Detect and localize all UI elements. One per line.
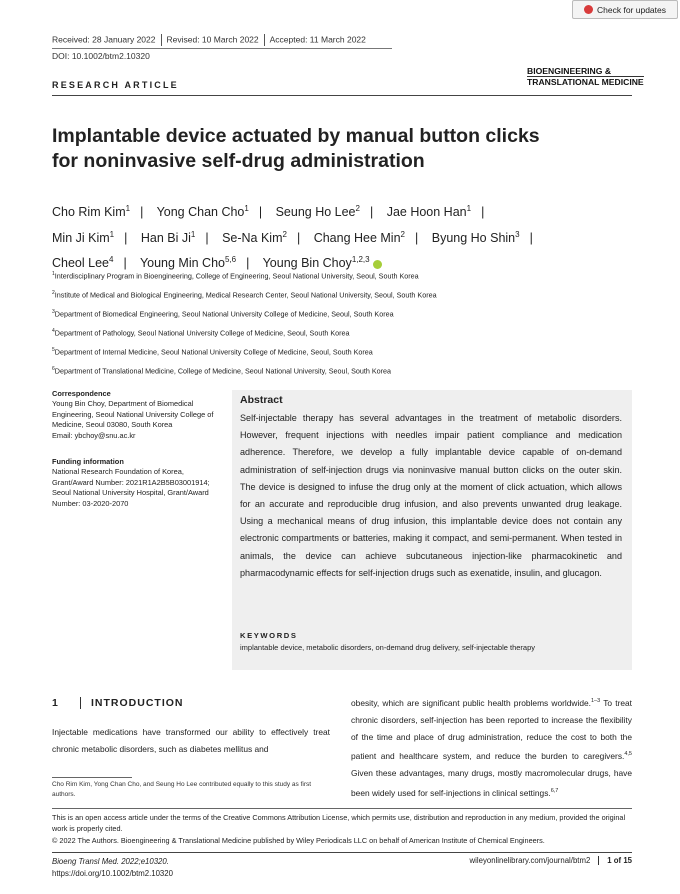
revised-date: Revised: 10 March 2022 xyxy=(166,34,259,45)
citation-ref[interactable]: 4,5 xyxy=(624,751,632,758)
keywords-heading: KEYWORDS xyxy=(240,631,298,640)
correspondence-heading: Correspondence xyxy=(52,389,111,398)
article-type: RESEARCH ARTICLE xyxy=(52,80,179,90)
check-for-updates-label: Check for updates xyxy=(597,4,666,15)
journal-url[interactable]: wileyonlinelibrary.com/journal/btm2 xyxy=(469,856,591,865)
author[interactable]: Byung Ho Shin$^3$ xyxy=(431,229,520,245)
affiliation: $^4$Department of Pathology, Seoul National University College of Medicine, Seoul, South Korea xyxy=(52,327,350,338)
author[interactable]: Chang Hee Min$^2$ xyxy=(313,229,405,245)
funding-information xyxy=(52,457,217,509)
title-line: for noninvasive self-drug administration xyxy=(52,150,425,172)
received-date: Received: 28 January 2022 xyxy=(52,34,156,45)
keywords-text: implantable device, metabolic disorders, on-demand drug delivery, self-injectable therapy xyxy=(240,643,536,652)
citation-ref[interactable]: 6,7 xyxy=(550,787,559,794)
author[interactable]: Seung Ho Lee$^2$ xyxy=(275,204,360,220)
divider xyxy=(52,48,392,49)
license-text: This is an open access article under the terms of the Creative Commons Attribution License, which permits use, distribution and reproduction in any medium, provided the original work is properly cited. xyxy=(52,813,626,834)
divider xyxy=(52,852,632,853)
page-number: 1 of 15 xyxy=(598,856,632,865)
journal-name-line1: BIOENGINEERING & xyxy=(527,66,612,76)
author[interactable]: Cho Rim Kim$^1$ xyxy=(52,204,131,220)
footer-right xyxy=(470,856,632,865)
doi-link[interactable]: https://doi.org/10.1002/btm2.10320 xyxy=(52,868,173,878)
author-row: Cheol Lee$^4$ | Young Min Cho$^{5,6}$ | Young Bin Choy$^{1,2,3}$ xyxy=(52,249,642,275)
author[interactable]: Cheol Lee$^4$ xyxy=(52,255,114,271)
article-title xyxy=(52,124,612,174)
funding-heading: Funding information xyxy=(52,457,124,466)
affiliation: $^5$Department of Internal Medicine, Seoul National University College of Medicine, Seoul, South Korea xyxy=(52,346,373,357)
check-for-updates-button[interactable] xyxy=(572,0,678,19)
crossmark-icon xyxy=(584,5,593,14)
divider xyxy=(52,808,632,809)
footer-citation xyxy=(52,856,173,879)
license xyxy=(52,812,642,846)
correspondence-email[interactable]: Email: ybchoy@snu.ac.kr xyxy=(52,430,136,440)
author[interactable]: Se-Na Kim$^2$ xyxy=(222,229,287,245)
section-heading xyxy=(52,697,184,709)
intro-column-1: Injectable medications have transformed our ability to effectively treat chronic metabolic disorders, such as diabetes mellitus and xyxy=(52,727,330,755)
doi[interactable]: DOI: 10.1002/btm2.10320 xyxy=(52,51,150,61)
accepted-date: Accepted: 11 March 2022 xyxy=(269,34,366,45)
affiliation: $^6$Department of Translational Medicine, College of Medicine, Seoul National University, Seoul, South Korea xyxy=(52,365,392,376)
affiliation: $^1$Interdisciplinary Program in Bioengineering, College of Engineering, Seoul National University, Seoul, South Korea xyxy=(52,271,419,281)
affiliation: $^2$Institute of Medical and Biological Engineering, Medical Research Center, Seoul National University, Seoul, South Korea xyxy=(52,289,437,300)
intro-column-2: obesity, which are significant public health problems worldwide.$^{1-3}$ To treat chronic disorders, self-injection has been reported to increase the flexibility of the time and place of drug administration, reduce the cost to both the patient and healthcare system, and reduce the burden to caregivers.$^{4,5}$ Given these advantages, many drugs, mostly macromolecular drugs, have been widely used for self-injections in clinical settings.$^{6,7}$ xyxy=(351,697,633,798)
title-line: Implantable device actuated by manual button clicks xyxy=(52,125,540,147)
author[interactable]: Young Min Cho$^{5,6}$ xyxy=(139,255,237,271)
copyright-text: © 2022 The Authors. Bioengineering & Translational Medicine published by Wiley Periodicals LLC on behalf of American Institute of Chemical Engineers. xyxy=(52,835,545,845)
citation-ref[interactable]: 1–3 xyxy=(591,698,601,704)
author[interactable]: Yong Chan Cho$^1$ xyxy=(156,204,249,220)
section-title: INTRODUCTION xyxy=(91,697,184,709)
author-list xyxy=(52,198,642,275)
journal-logo xyxy=(527,67,644,87)
section-number: 1 xyxy=(52,697,81,709)
divider xyxy=(52,95,632,96)
author[interactable]: Young Bin Choy$^{1,2,3}$ xyxy=(262,255,370,271)
correspondence-text: Young Bin Choy, Department of Biomedical Engineering, Seoul National University College of Medicine, Seoul 03080, South Korea xyxy=(52,399,214,430)
author-row: Cho Rim Kim$^1$ | Yong Chan Cho$^1$ | Seung Ho Lee$^2$ | Jae Hoon Han$^1$ | xyxy=(52,204,485,220)
affiliations xyxy=(52,266,652,380)
journal-name-line2: TRANSLATIONAL MEDICINE xyxy=(527,77,644,87)
abstract-heading: Abstract xyxy=(240,394,283,406)
author-row: Min Ji Kim$^1$ | Han Bi Ji$^1$ | Se-Na Kim$^2$ | Chang Hee Min$^2$ | Byung Ho Shin$^3$ | xyxy=(52,229,533,245)
footnote: Cho Rim Kim, Yong Chan Cho, and Seung Ho Lee contributed equally to this study as first authors. xyxy=(52,781,312,798)
affiliation: $^3$Department of Biomedical Engineering, Seoul National University College of Medicine, Seoul, South Korea xyxy=(52,308,394,319)
author[interactable]: Jae Hoon Han$^1$ xyxy=(386,204,472,220)
author[interactable]: Min Ji Kim$^1$ xyxy=(52,229,115,245)
footnote-divider xyxy=(52,777,132,778)
article-dates xyxy=(52,34,366,46)
citation: Bioeng Transl Med. 2022;e10320. xyxy=(52,857,169,866)
abstract-text: Self-injectable therapy has several advantages in the treatment of metabolic disorders. However, frequent injections with needles impair patient compliance and medication adherence. Therefore, we develop a fully implantable device capable of on-demand administration of self-injection drugs via noninvasive manual button clicks on the outer skin. The device is designed to infuse the drug only at the moment of click actuation, which allows for an accurate and reproducible drug infusion, and also prevents unwanted drug leakage. Using a mechanical means of drug infusion, this implantable device does not contain any electronic compartments or batteries, making it compact, and semi-permanent. When tested in animals, the device can achieve subcutaneous injection-like pharmacokinetic and pharmacodynamic effects for self-injection drugs such as exenatide, insulin, and glucagon. xyxy=(240,413,622,578)
funding-text: National Research Foundation of Korea, Grant/Award Number: 2021R1A2B5B03001914; Seoul National University Hospital, Grant/Award Number: 03-2020-2070 xyxy=(52,467,210,508)
author[interactable]: Han Bi Ji$^1$ xyxy=(140,229,196,245)
correspondence xyxy=(52,389,217,441)
